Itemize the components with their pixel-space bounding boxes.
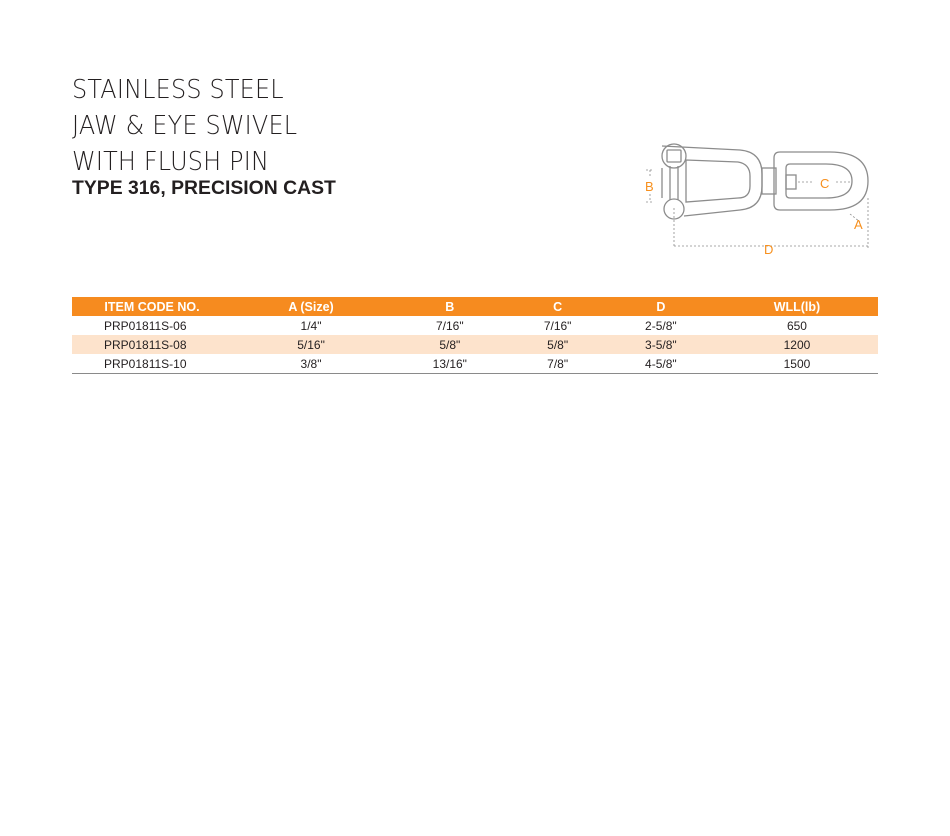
column-header-item-code: ITEM CODE NO. <box>72 297 232 316</box>
size-cell: 5/16" <box>232 335 390 354</box>
swivel-dimension-diagram <box>640 138 880 262</box>
table-header-row <box>72 297 878 316</box>
item-code-cell: PRP01811S-08 <box>72 335 232 354</box>
swivel-drawing <box>662 144 868 219</box>
c-cell: 7/16" <box>543 318 572 333</box>
dimension-label-a: A <box>854 217 863 232</box>
table-row <box>72 335 878 354</box>
dimension-label-c: C <box>820 176 830 191</box>
dimension-label-d: D <box>764 242 774 257</box>
title-line-1: STAINLESS STEEL <box>72 75 284 105</box>
item-code-cell: PRP01811S-06 <box>104 318 187 333</box>
title-line-3: WITH FLUSH PIN <box>72 147 270 177</box>
d-cell: 3-5/8" <box>606 335 716 354</box>
column-header-c: C <box>510 297 606 316</box>
wll-cell: 650 <box>786 318 807 333</box>
dimension-label-b: B <box>645 179 654 194</box>
title-block <box>72 72 336 200</box>
d-cell: 4-5/8" <box>606 354 716 374</box>
size-cell: 3/8" <box>232 354 390 374</box>
c-cell: 7/8" <box>510 354 606 374</box>
d-cell: 2-5/8" <box>645 318 677 333</box>
product-subtitle: TYPE 316, PRECISION CAST <box>72 178 336 199</box>
table-row <box>72 354 878 374</box>
wll-cell: 1500 <box>716 354 878 374</box>
item-code-cell: PRP01811S-10 <box>72 354 232 374</box>
size-cell: 1/4" <box>300 318 322 333</box>
column-header-d: D <box>606 297 716 316</box>
dimension-lines <box>646 170 868 248</box>
b-cell: 13/16" <box>390 354 509 374</box>
specification-table <box>72 297 878 374</box>
column-header-b: B <box>390 297 509 316</box>
wll-cell: 1200 <box>716 335 878 354</box>
b-cell: 5/8" <box>390 335 509 354</box>
table-row <box>72 316 878 335</box>
c-cell: 5/8" <box>510 335 606 354</box>
b-cell: 7/16" <box>435 318 464 333</box>
column-header-a-size: A (Size) <box>232 297 390 316</box>
title-line-2: JAW & EYE SWIVEL <box>72 111 298 141</box>
column-header-wll: WLL(lb) <box>716 297 878 316</box>
